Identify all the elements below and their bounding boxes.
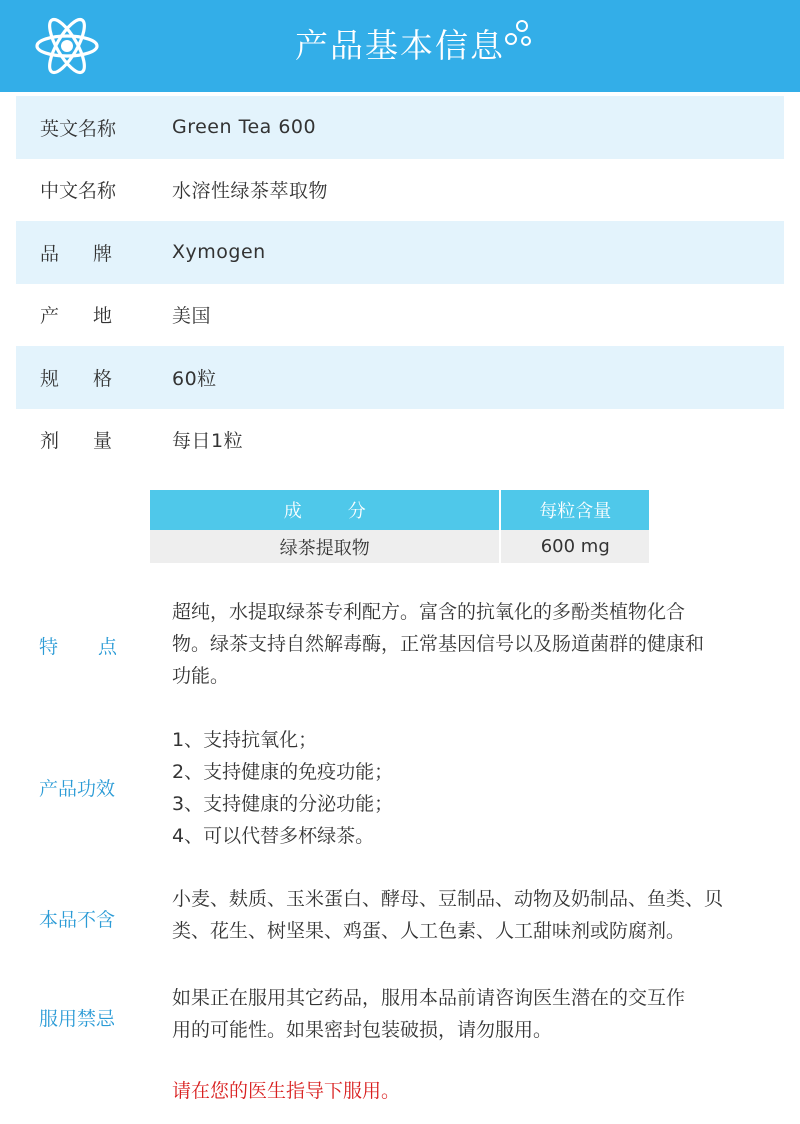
info-row-brand <box>16 221 784 284</box>
info-label: 中文名称 <box>40 180 117 203</box>
text-line: 功能。 <box>172 665 230 687</box>
info-value: 水溶性绿茶萃取物 <box>172 180 329 203</box>
usage-note: 请在您的医生指导下服用。 <box>172 1080 401 1102</box>
composition-table <box>150 490 649 563</box>
info-value: Xymogen <box>172 241 266 264</box>
text-line: 类、花生、树坚果、鸡蛋、人工色素、人工甜味剂或防腐剂。 <box>172 920 686 942</box>
info-row-dosage <box>16 409 784 472</box>
contraindications-label: 服用禁忌 <box>39 1008 116 1030</box>
excludes-text <box>172 883 752 947</box>
info-row-origin <box>16 284 784 347</box>
info-label: 品牌 <box>40 242 147 265</box>
effects-label: 产品功效 <box>39 778 116 800</box>
text-line: 超纯，水提取绿茶专利配方。富含的抗氧化的多酚类植物化合 <box>172 601 686 623</box>
info-row-english-name <box>16 96 784 159</box>
info-row-spec <box>16 346 784 409</box>
composition-header-row <box>150 490 649 530</box>
composition-cell: 绿茶提取物 <box>150 530 500 563</box>
text-line: 3、支持健康的分泌功能； <box>172 793 394 815</box>
table-row <box>150 530 649 563</box>
info-value: 60粒 <box>172 367 217 390</box>
page-title: 产品基本信息 <box>295 26 505 65</box>
text-line: 1、支持抗氧化； <box>172 729 318 751</box>
composition-cell: 600 mg <box>500 530 649 563</box>
effects-text <box>172 724 752 852</box>
text-line: 2、支持健康的免疫功能； <box>172 761 394 783</box>
text-line: 用的可能性。如果密封包装破损，请勿服用。 <box>172 1019 553 1041</box>
basic-info-table <box>16 96 784 471</box>
bubbles-icon <box>502 18 534 50</box>
info-label: 规格 <box>40 367 147 390</box>
text-line: 小麦、麸质、玉米蛋白、酵母、豆制品、动物及奶制品、鱼类、贝 <box>172 888 724 910</box>
info-label: 产地 <box>40 305 147 328</box>
composition-header: 成分 <box>150 490 500 530</box>
info-label: 英文名称 <box>40 117 117 140</box>
composition-header: 每粒含量 <box>500 490 649 530</box>
text-line: 物。绿茶支持自然解毒酶，正常基因信号以及肠道菌群的健康和 <box>172 633 705 655</box>
info-value: Green Tea 600 <box>172 116 317 139</box>
info-value: 每日1粒 <box>172 430 244 453</box>
contraindications-text <box>172 982 752 1046</box>
header-bar <box>0 0 800 92</box>
text-line: 4、可以代替多杯绿茶。 <box>172 825 375 847</box>
info-row-chinese-name <box>16 159 784 222</box>
features-text <box>172 596 752 692</box>
excludes-label: 本品不含 <box>39 909 116 931</box>
info-value: 美国 <box>172 305 212 328</box>
info-label: 剂量 <box>40 430 147 453</box>
features-label: 特点 <box>39 636 158 658</box>
text-line: 如果正在服用其它药品，服用本品前请咨询医生潜在的交互作 <box>172 987 686 1009</box>
